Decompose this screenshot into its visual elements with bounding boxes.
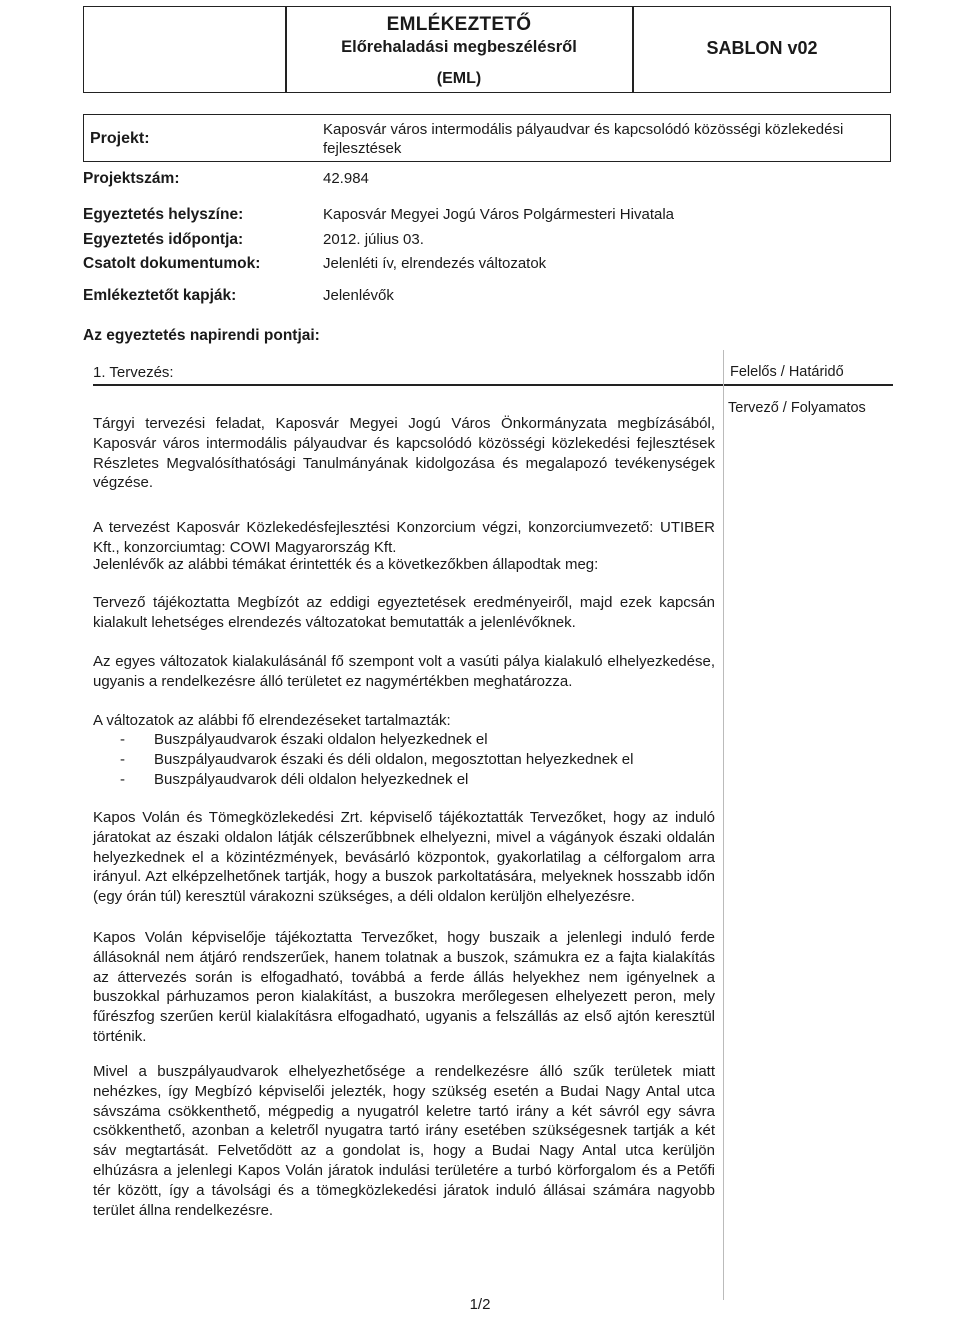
- agenda-title: Az egyeztetés napirendi pontjai:: [83, 327, 320, 344]
- date-label: Egyeztetés időpontja:: [83, 231, 244, 248]
- paragraph: Jelenlévők az alábbi témákat érintették és a következőkben állapodtak meg:: [93, 556, 599, 573]
- list-item: - Buszpályaudvarok déli oldalon helyezkednek el: [120, 770, 720, 790]
- paragraph: A változatok az alábbi fő elrendezéseket tartalmazták:: [93, 712, 451, 729]
- document-subtitle: Előrehaladási megbeszélésről: [341, 38, 577, 56]
- project-number-label: Projektszám:: [83, 170, 180, 187]
- project-label: Projekt:: [90, 130, 150, 147]
- recipients-label: Emlékeztetőt kapják:: [83, 287, 237, 304]
- list-item: - Buszpályaudvarok északi és déli oldalon, megosztottan helyezkednek el: [120, 750, 720, 770]
- page-number: 1/2: [469, 1296, 491, 1313]
- venue-label: Egyeztetés helyszíne:: [83, 206, 244, 223]
- paragraph: Mivel a buszpályaudvarok elhelyezhetősége a rendelkezésre álló szűk területek miatt nehézkes, így Megbízó képviselői jelezték, hogy szükség esetén a Budai Nagy Antal utca sávszáma csökkenthető, mégpedig a nyugatról keletre tartó irány a két sávról egy sávra csökkenthető, azonban a keletről nyugatra tartó irány esetében szükségesnek tartják a két sáv megtartását. Felvetődött az a gondolat is, hogy a Budai Nagy Antal utca kerüljön elhúzásra a jelenlegi Kapos Volán járatok indulási területére a turbó körforgalom és a Petőfi tér között, így a távolsági és a tömegközlekedési járatok induló állásai számára nagyobb terület állna rendelkezésre.: [93, 1063, 715, 1219]
- paragraph: Kapos Volán képviselője tájékoztatta Tervezőket, hogy buszaik a jelenlegi induló ferde állásoknál nem átjáró rendszerűek, hanem tolatnak a buszok, számukra ez a fajta kialakítás az áttervezés során is elfogadható, továbbá a ferde állás helyekhez nem igényelnek a buszokkal párhuzamos peron kialakítást, a buszokra merőlegesen elhelyezett peron, mely fűrészfog szerűen kerül kialakításra elfogadható, ugyanis a felszállás az első ajtón keresztül történik.: [93, 929, 715, 1045]
- paragraph: Tervező tájékoztatta Megbízót az eddigi egyeztetések eredményeiről, majd ezek kapcsán kialakult lehetséges elrendezés változatokat bemutatták a jelenlévőknek.: [93, 594, 715, 631]
- template-version: SABLON v02: [706, 38, 818, 58]
- recipients-value: Jelenlévők: [323, 287, 394, 304]
- venue-value: Kaposvár Megyei Jogú Város Polgármesteri Hivatala: [323, 206, 674, 223]
- document-title: EMLÉKEZTETŐ: [386, 14, 532, 35]
- attachments-label: Csatolt dokumentumok:: [83, 255, 261, 272]
- paragraph: Kapos Volán és Tömegközlekedési Zrt. képviselő tájékoztatták Tervezőket, hogy az induló járatokat az északi oldalon látják célszerűbbnek elhelyezni, mivel a vágányok északi oldalán helyezkednek el a közintézmények, bevásárló központok, gyakorlatilag a célforgalom arra irányul. Azt elképzelhetőnek tartják, hogy a buszok parkoltatására, melyeknek hosszabb időn (egy órán túl) keresztül várakozni szükséges, a déli oldalon kerüljön elhelyezésre.: [93, 809, 715, 906]
- options-list: [120, 730, 720, 789]
- project-number-value: 42.984: [323, 170, 369, 187]
- column-divider: [723, 350, 724, 1300]
- responsible-value: Tervező / Folyamatos: [728, 400, 866, 416]
- document-abbreviation: (EML): [436, 70, 482, 87]
- section-title: 1. Tervezés:: [93, 364, 174, 381]
- project-value: Kaposvár város intermodális pályaudvar és kapcsolódó közösségi közlekedési fejlesztések: [323, 121, 844, 157]
- paragraph: Tárgyi tervezési feladat, Kaposvár Megyei Jogú Város Önkormányzata megbízásából, Kaposvár város intermodális pályaudvar és kapcsolódó közösségi közlekedési fejlesztések Részletes Megvalósíthatósági Tanulmányának kidolgozása és megalapozó tevékenységek végzése.: [93, 415, 715, 492]
- list-item: - Buszpályaudvarok északi oldalon helyezkednek el: [120, 730, 720, 750]
- responsible-header: Felelős / Határidő: [730, 364, 844, 380]
- date-value: 2012. július 03.: [323, 231, 424, 248]
- paragraph: A tervezést Kaposvár Közlekedésfejlesztési Konzorcium végzi, konzorciumvezető: UTIBER Kft., konzorciumtag: COWI Magyarország Kft.: [93, 519, 715, 556]
- paragraph: Az egyes változatok kialakulásánál fő szempont volt a vasúti pálya kialakuló elhelyezkedése, ugyanis a rendelkezésre álló területet ez nagymértékben meghatározza.: [93, 653, 715, 690]
- attachments-value: Jelenléti ív, elrendezés változatok: [323, 255, 547, 272]
- section-rule: [93, 384, 893, 386]
